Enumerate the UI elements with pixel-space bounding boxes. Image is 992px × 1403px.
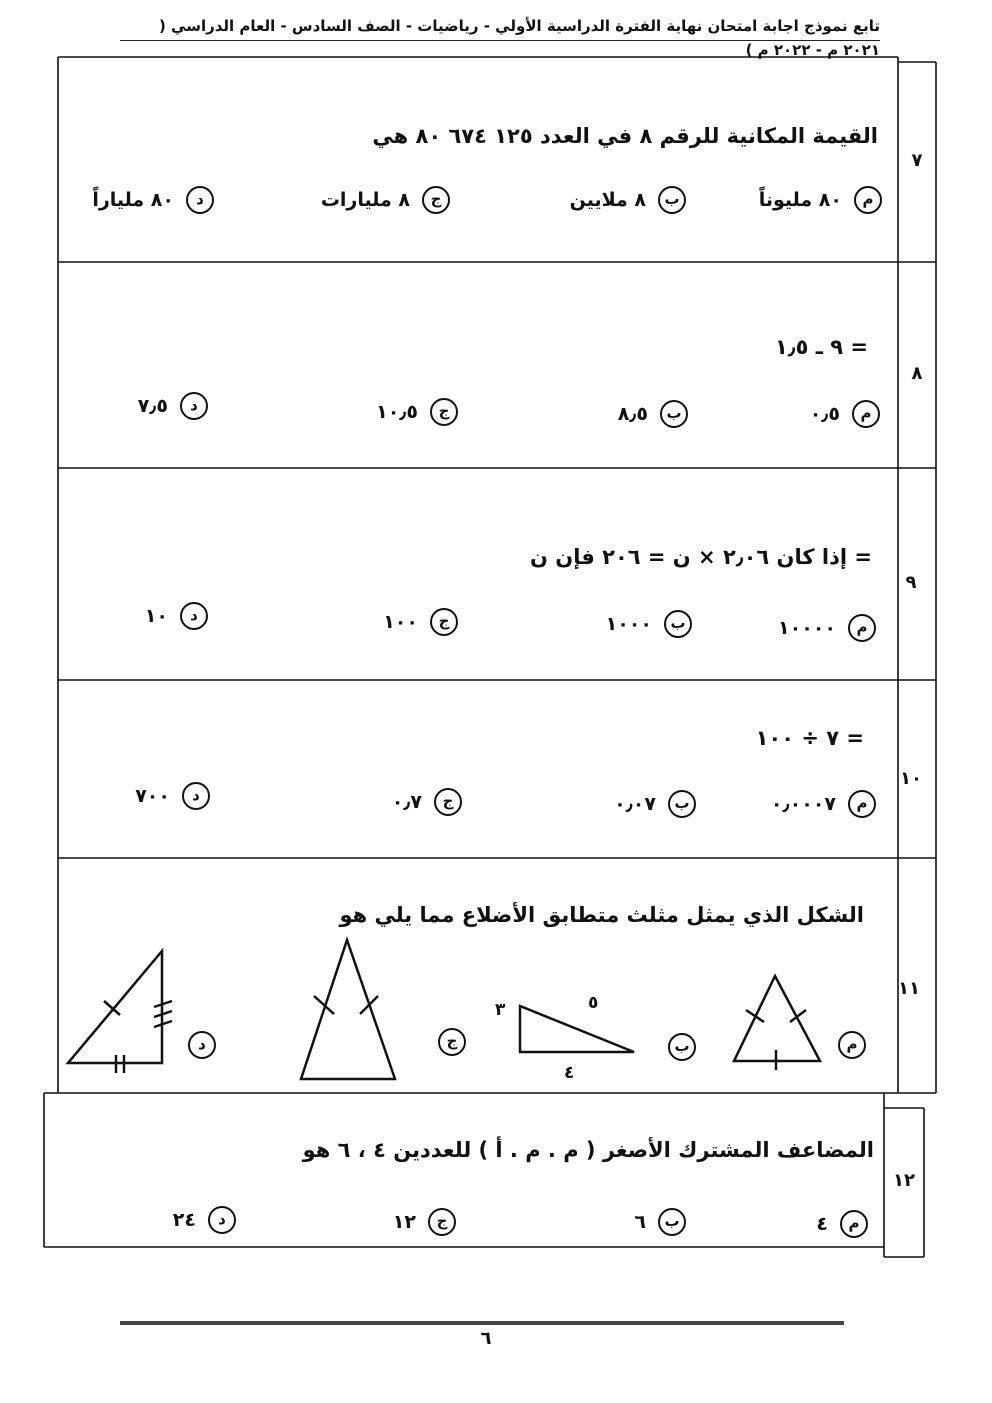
option-value: ٧٫٥: [137, 395, 168, 417]
side-label: ٤: [564, 1063, 575, 1083]
option-c[interactable]: [426, 1028, 466, 1056]
option-letter: م: [848, 614, 876, 642]
option-a[interactable]: [759, 186, 882, 214]
side-label: ٣: [495, 1000, 506, 1020]
question-number: ٨: [911, 363, 923, 384]
option-value: ٨ مليارات: [320, 189, 410, 211]
option-value: ١٠٫٥: [376, 401, 418, 423]
option-value: ٠٫٠٧: [614, 793, 656, 815]
isosceles-triangle-icon: [296, 934, 400, 1084]
option-letter: ج: [428, 1208, 456, 1236]
option-value: ٨٠ ملياراً: [92, 189, 174, 211]
question-text: الشكل الذي يمثل مثلث متطابق الأضلاع مما يلي هو: [339, 903, 864, 927]
option-d[interactable]: [145, 602, 208, 630]
option-a[interactable]: [778, 614, 876, 642]
equilateral-triangle-icon: [728, 970, 828, 1070]
option-c[interactable]: [383, 608, 458, 636]
option-letter: م: [854, 186, 882, 214]
option-letter: ب: [668, 790, 696, 818]
option-d[interactable]: [173, 1206, 236, 1234]
side-label: ٥: [588, 993, 599, 1013]
option-d[interactable]: [135, 782, 210, 810]
option-d[interactable]: [92, 186, 214, 214]
question-text: المضاعف المشترك الأصغر ( م . م . أ ) للعددين ٤ ، ٦ هو: [302, 1138, 874, 1162]
option-value: ١٠٠: [383, 611, 418, 633]
option-letter: د: [188, 1031, 216, 1059]
option-letter: د: [180, 392, 208, 420]
option-value: ١٠: [144, 605, 168, 627]
option-b[interactable]: [656, 1033, 696, 1061]
option-c[interactable]: [393, 1208, 456, 1236]
option-letter: ج: [422, 186, 450, 214]
option-letter: ب: [660, 400, 688, 428]
option-b[interactable]: [606, 610, 692, 638]
option-letter: د: [208, 1206, 236, 1234]
option-d[interactable]: [138, 392, 208, 420]
question-number: ١١: [898, 978, 920, 999]
option-value: ٧٠٠: [135, 785, 170, 807]
option-value: ٠٫٧: [391, 791, 422, 813]
option-value: ٤: [816, 1213, 828, 1235]
question-number: ١٢: [893, 1170, 915, 1191]
question-number: ٩: [905, 572, 917, 593]
right-triangle-icon: [514, 1000, 644, 1060]
question-text: ٩ ـ ١٫٥ =: [774, 335, 868, 359]
option-letter: ج: [430, 398, 458, 426]
option-letter: م: [848, 790, 876, 818]
footer-divider: [120, 1321, 844, 1325]
question-text: ٧ ÷ ١٠٠ =: [755, 726, 864, 750]
option-value: ١٠٠٠: [605, 613, 652, 635]
option-letter: ب: [658, 1208, 686, 1236]
option-letter: ب: [664, 610, 692, 638]
option-c[interactable]: [392, 788, 462, 816]
option-value: ٦: [634, 1211, 646, 1233]
option-b[interactable]: [570, 186, 686, 214]
option-a[interactable]: [826, 1031, 866, 1059]
question-number: ١٠: [900, 768, 922, 789]
option-value: ١٢: [392, 1211, 416, 1233]
option-value: ٨ ملايين: [569, 189, 646, 211]
page-header: تابع نموذج اجابة امتحان نهاية الفترة الدراسية الأولي - رياضيات - الصف السادس - العام الدراسي ( ٢٠٢١ م - ٢٠٢٢ م ): [120, 14, 880, 41]
option-d[interactable]: [176, 1031, 216, 1059]
option-letter: م: [840, 1210, 868, 1238]
option-letter: د: [186, 186, 214, 214]
option-a[interactable]: [816, 1210, 868, 1238]
option-a[interactable]: [771, 790, 876, 818]
option-value: ١٠٠٠٠: [778, 617, 836, 639]
question-text: القيمة المكانية للرقم ٨ في العدد ١٢٥ ٦٧٤ ٨٠ هي: [372, 124, 878, 148]
option-value: ٠٫٠٠٠٧: [770, 793, 836, 815]
option-letter: د: [182, 782, 210, 810]
option-a[interactable]: [810, 400, 880, 428]
option-letter: ب: [668, 1033, 696, 1061]
option-value: ٢٤: [172, 1209, 196, 1231]
question-number: ٧: [911, 150, 923, 171]
option-value: ٠٫٥: [809, 403, 840, 425]
option-letter: م: [852, 400, 880, 428]
page-number: ٦: [480, 1328, 492, 1349]
option-c[interactable]: [321, 186, 450, 214]
question-text: إذا كان ٢٫٠٦ × ن = ٢٠٦ فإن ن =: [530, 545, 872, 569]
option-b[interactable]: [618, 400, 688, 428]
option-letter: ج: [434, 788, 462, 816]
option-b[interactable]: [634, 1208, 686, 1236]
option-b[interactable]: [614, 790, 696, 818]
scalene-triangle-icon: [62, 945, 182, 1080]
option-letter: ج: [438, 1028, 466, 1056]
option-letter: ج: [430, 608, 458, 636]
option-value: ٨٠ مليوناً: [758, 189, 842, 211]
option-letter: ب: [658, 186, 686, 214]
option-letter: د: [180, 602, 208, 630]
option-letter: م: [838, 1031, 866, 1059]
option-c[interactable]: [376, 398, 458, 426]
option-value: ٨٫٥: [617, 403, 648, 425]
